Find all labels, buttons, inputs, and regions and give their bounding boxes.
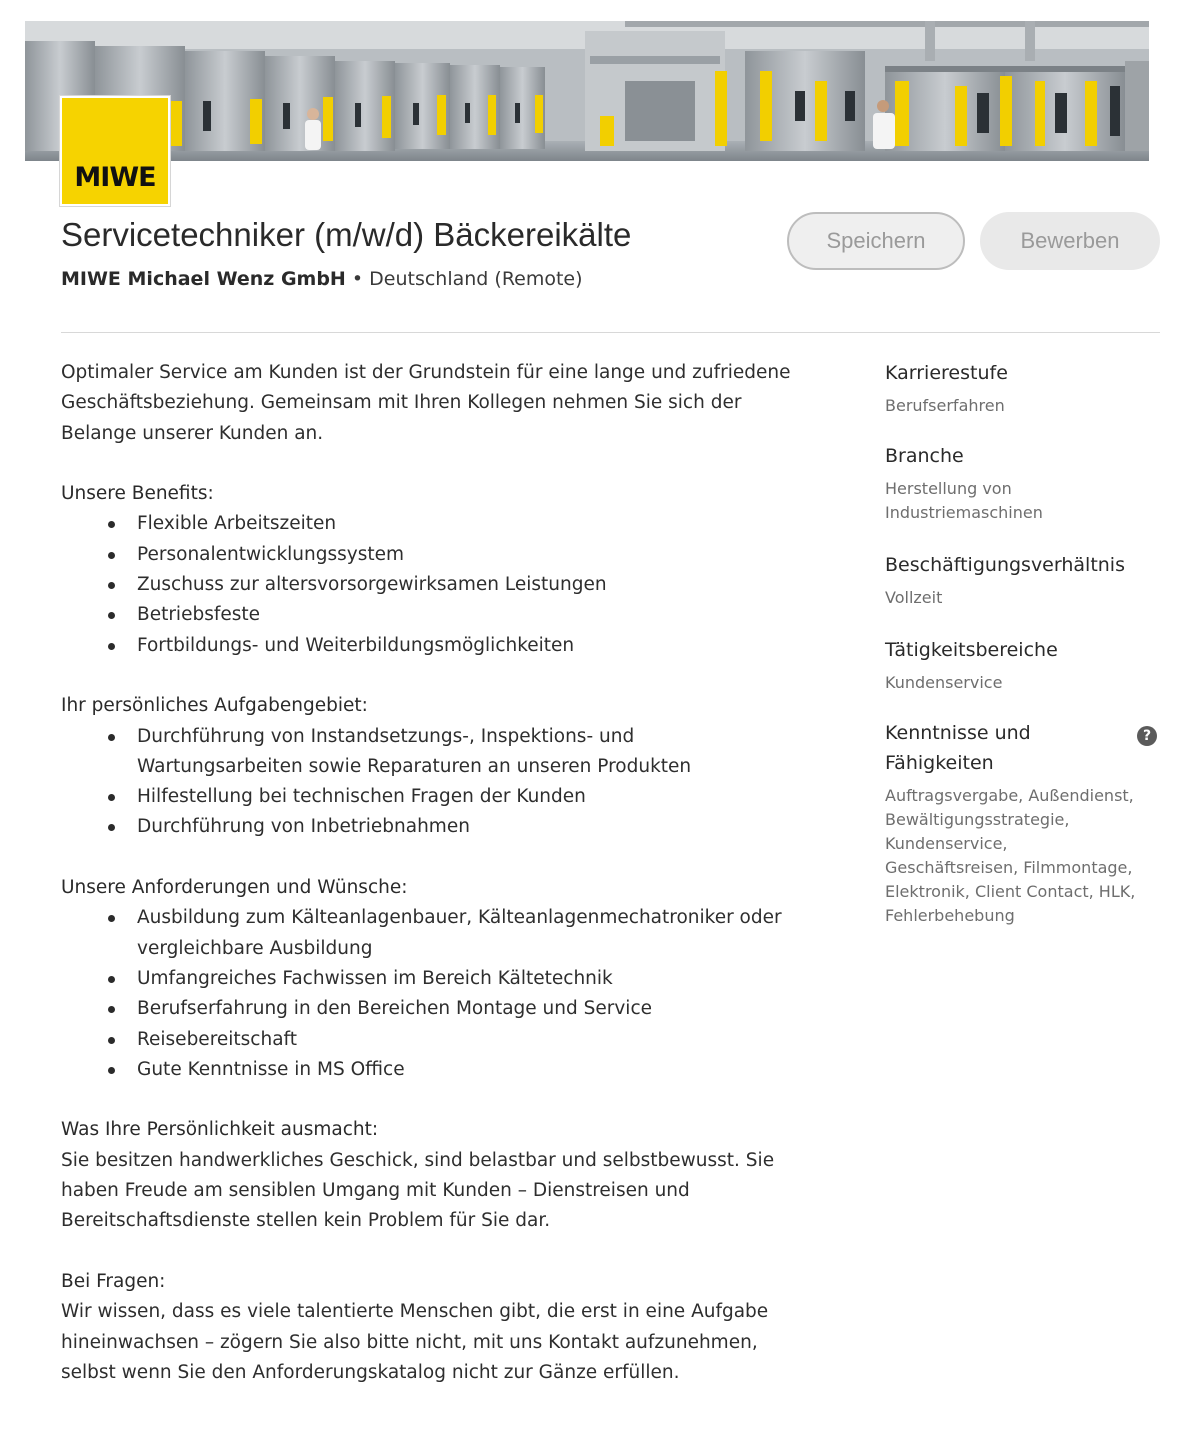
list-item: Zuschuss zur altersvorsorgewirksamen Leistungen [137, 570, 801, 600]
company-name[interactable]: MIWE Michael Wenz GmbH [61, 268, 346, 290]
job-location: Deutschland (Remote) [369, 268, 583, 290]
cover-image [25, 21, 1149, 161]
employment-type-label: Beschäftigungsverhältnis [885, 554, 1125, 576]
industry-value: Herstellung von Industriemaschinen [885, 479, 1043, 522]
benefits-section [61, 479, 801, 661]
company-logo[interactable] [60, 96, 170, 206]
intro-text: Optimaler Service am Kunden ist der Grundstein für eine lange und zufriedene Geschäftsbeziehung. Gemeinsam mit Ihren Kollegen nehmen Sie sich der Belange unserer Kunden an. [61, 362, 791, 444]
questions-heading: Bei Fragen: [61, 1270, 166, 1292]
job-title: Servicetechniker (m/w/d) Bäckereikälte [61, 216, 632, 253]
skills-value: Auftragsvergabe, Außendienst, Bewältigungsstrategie, Kundenservice, Geschäftsreisen, Filmmontage, Elektronik, Client Contact, HLK, Fehlerbehebung [885, 786, 1136, 925]
company-logo-text: MIWE [74, 162, 156, 193]
employment-type-block [885, 550, 1145, 610]
job-subtitle [61, 268, 583, 290]
requirements-section [61, 873, 801, 1085]
requirements-list [61, 903, 801, 1085]
subtitle-separator: • [345, 268, 370, 290]
career-level-label: Karrierestufe [885, 362, 1008, 384]
personality-text: Sie besitzen handwerkliches Geschick, sind belastbar und selbstbewusst. Sie haben Freude am sensiblen Umgang mit Kunden – Dienstreisen und Bereitschaftsdienste stellen kein Problem für Sie dar. [61, 1149, 775, 1232]
list-item: Umfangreiches Fachwissen im Bereich Kältetechnik [137, 964, 801, 994]
career-level-value: Berufserfahren [885, 396, 1005, 415]
list-item: Gute Kenntnisse in MS Office [137, 1055, 801, 1085]
employment-type-value: Vollzeit [885, 588, 943, 607]
tasks-list [61, 722, 801, 843]
tasks-section [61, 691, 801, 842]
skills-block [885, 718, 1152, 928]
questions-section [61, 1267, 801, 1388]
requirements-heading: Unsere Anforderungen und Wünsche: [61, 877, 408, 899]
industry-label: Branche [885, 445, 964, 467]
job-description [61, 358, 801, 1388]
help-icon[interactable]: ? [1137, 726, 1157, 746]
job-functions-label: Tätigkeitsbereiche [885, 639, 1058, 661]
job-functions-block [885, 635, 1145, 695]
benefits-list [61, 509, 801, 660]
list-item: Hilfestellung bei technischen Fragen der Kunden [137, 782, 801, 812]
tasks-heading: Ihr persönliches Aufgabengebiet: [61, 695, 368, 717]
bakery-machines-illustration [25, 21, 1149, 161]
save-button[interactable]: Speichern [787, 212, 965, 270]
industry-block [885, 441, 1145, 525]
career-level-block [885, 358, 1145, 418]
list-item: Flexible Arbeitszeiten [137, 509, 801, 539]
list-item: Reisebereitschaft [137, 1025, 801, 1055]
header-divider [61, 332, 1160, 333]
job-functions-value: Kundenservice [885, 673, 1003, 692]
list-item: Durchführung von Instandsetzungs-, Inspektions- und Wartungsarbeiten sowie Reparaturen an unseren Produkten [137, 722, 801, 783]
list-item: Personalentwicklungssystem [137, 540, 801, 570]
questions-text: Wir wissen, dass es viele talentierte Menschen gibt, die erst in eine Aufgabe hineinwachsen – zögern Sie also bitte nicht, mit uns Kontakt aufzunehmen, selbst wenn Sie den Anforderungskatalog nicht zur Gänze erfüllen. [61, 1301, 769, 1383]
list-item: Berufserfahrung in den Bereichen Montage und Service [137, 994, 801, 1024]
list-item: Durchführung von Inbetriebnahmen [137, 812, 801, 842]
list-item: Ausbildung zum Kälteanlagenbauer, Kälteanlagenmechatroniker oder vergleichbare Ausbildung [137, 903, 801, 964]
skills-label: Kenntnisse und Fähigkeiten [885, 722, 1031, 774]
personality-section [61, 1115, 801, 1236]
list-item: Fortbildungs- und Weiterbildungsmöglichkeiten [137, 631, 801, 661]
personality-heading: Was Ihre Persönlichkeit ausmacht: [61, 1119, 379, 1141]
benefits-heading: Unsere Benefits: [61, 483, 214, 505]
apply-button[interactable]: Bewerben [980, 212, 1160, 270]
list-item: Betriebsfeste [137, 600, 801, 630]
